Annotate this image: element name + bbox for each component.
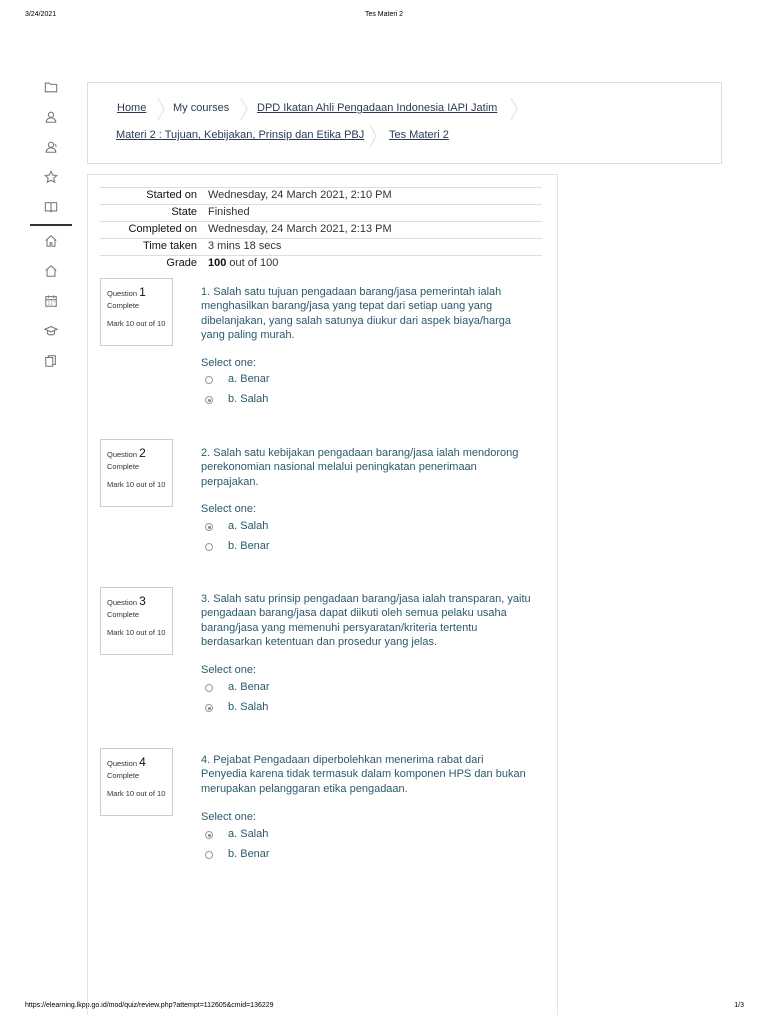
radio-button[interactable] xyxy=(205,543,213,551)
grade-total: out of 100 xyxy=(226,257,279,269)
summary-label: Started on xyxy=(146,189,197,201)
breadcrumb xyxy=(87,82,722,164)
select-one-label: Select one: xyxy=(201,503,257,515)
question-number: Question 4 xyxy=(107,755,146,769)
chevron-right-icon xyxy=(240,98,248,120)
question-state: Complete xyxy=(107,771,140,780)
graduation-cap-icon[interactable] xyxy=(42,322,60,340)
question-mark: Mark 10 out of 10 xyxy=(107,319,166,328)
breadcrumb-course[interactable]: DPD Ikatan Ahli Pengadaan Indonesia IAPI Jatim xyxy=(257,102,498,114)
question-mark: Mark 10 out of 10 xyxy=(107,480,166,489)
question-info-box xyxy=(100,748,173,816)
question-mark: Mark 10 out of 10 xyxy=(107,789,166,798)
question-text: 4. Pejabat Pengadaan diperbolehkan menerima rabat dari Penyedia karena tidak termasuk dalam komponen HPS dan bukan merupakan pelanggaran etika pengadaan. xyxy=(201,754,526,795)
star-icon[interactable] xyxy=(42,168,60,186)
summary-value: Wednesday, 24 March 2021, 2:13 PM xyxy=(208,223,392,235)
question-text: 3. Salah satu prinsip pengadaan barang/jasa ialah transparan, yaitu pengadaan barang/jasa dapat diikuti oleh semua pelaku usaha barang/jasa yang memenuhi persyaratan/kriteria tertentu berdasarkan ketentuan dan prosedur yang jelas. xyxy=(201,593,531,648)
radio-button[interactable] xyxy=(205,684,213,692)
print-date: 3/24/2021 xyxy=(25,11,57,18)
users-icon[interactable] xyxy=(42,138,60,156)
question-info-box xyxy=(100,587,173,655)
radio-button-checked[interactable] xyxy=(205,831,213,839)
question-number: Question 1 xyxy=(107,285,146,299)
sidebar-divider xyxy=(30,224,72,226)
breadcrumb-quiz[interactable]: Tes Materi 2 xyxy=(389,129,449,141)
chevron-right-icon xyxy=(157,98,165,120)
summary-row-state xyxy=(100,204,542,221)
question-text: 2. Salah satu kebijakan pengadaan barang/jasa ialah mendorong perekonomian nasional melalui peningkatan penerimaan perpajakan. xyxy=(201,447,519,488)
summary-value: Finished xyxy=(208,206,250,218)
summary-label: State xyxy=(171,206,197,218)
chevron-right-icon xyxy=(369,125,377,147)
user-icon[interactable] xyxy=(42,108,60,126)
summary-value xyxy=(208,257,278,269)
summary-row-started xyxy=(100,187,542,204)
summary-row-time-taken xyxy=(100,238,542,255)
select-one-label: Select one: xyxy=(201,357,257,369)
breadcrumb-home[interactable]: Home xyxy=(117,102,147,114)
radio-button-checked[interactable] xyxy=(205,523,213,531)
select-one-label: Select one: xyxy=(201,811,257,823)
grade-score: 100 xyxy=(208,257,227,269)
summary-label: Completed on xyxy=(128,223,197,235)
question-number: Question 2 xyxy=(107,446,146,460)
question-text: 1. Salah satu tujuan pengadaan barang/jasa pemerintah ialah menghasilkan barang/jasa yang tepat dari setiap uang yang dibelanjakan, yang salah satunya diukur dari aspek biaya/harga yang paling murah. xyxy=(201,286,512,341)
question-info-box xyxy=(100,439,173,507)
summary-label: Time taken xyxy=(142,240,197,252)
summary-row-grade xyxy=(100,255,542,272)
select-one-label: Select one: xyxy=(201,664,257,676)
calendar-icon[interactable] xyxy=(42,292,60,310)
files-icon[interactable] xyxy=(42,352,60,370)
print-url: https://elearning.lkpp.go.id/mod/quiz/review.php?attempt=112605&cmid=136229 xyxy=(25,1002,274,1009)
radio-button[interactable] xyxy=(205,376,213,384)
radio-button[interactable] xyxy=(205,851,213,859)
question-number: Question 3 xyxy=(107,594,146,608)
question-mark: Mark 10 out of 10 xyxy=(107,628,166,637)
book-icon[interactable] xyxy=(42,198,60,216)
breadcrumb-section[interactable]: Materi 2 : Tujuan, Kebijakan, Prinsip dan Etika PBJ xyxy=(116,129,365,141)
home-icon[interactable] xyxy=(42,232,60,250)
question-state: Complete xyxy=(107,462,140,471)
breadcrumb-my-courses[interactable]: My courses xyxy=(173,102,230,114)
radio-button-checked[interactable] xyxy=(205,704,213,712)
print-title: Tes Materi 2 xyxy=(364,11,404,18)
radio-button-checked[interactable] xyxy=(205,396,213,404)
print-page-number: 1/3 xyxy=(734,1002,744,1009)
question-state: Complete xyxy=(107,610,140,619)
dashboard-home-icon[interactable] xyxy=(42,262,60,280)
summary-label: Grade xyxy=(166,257,197,269)
question-info-box xyxy=(100,278,173,346)
summary-value: 3 mins 18 secs xyxy=(208,240,282,252)
folder-icon[interactable] xyxy=(42,78,60,96)
summary-value: Wednesday, 24 March 2021, 2:10 PM xyxy=(208,189,392,201)
summary-row-completed xyxy=(100,221,542,238)
question-state: Complete xyxy=(107,301,140,310)
attempt-summary-table xyxy=(100,187,542,272)
chevron-right-icon xyxy=(510,98,518,120)
